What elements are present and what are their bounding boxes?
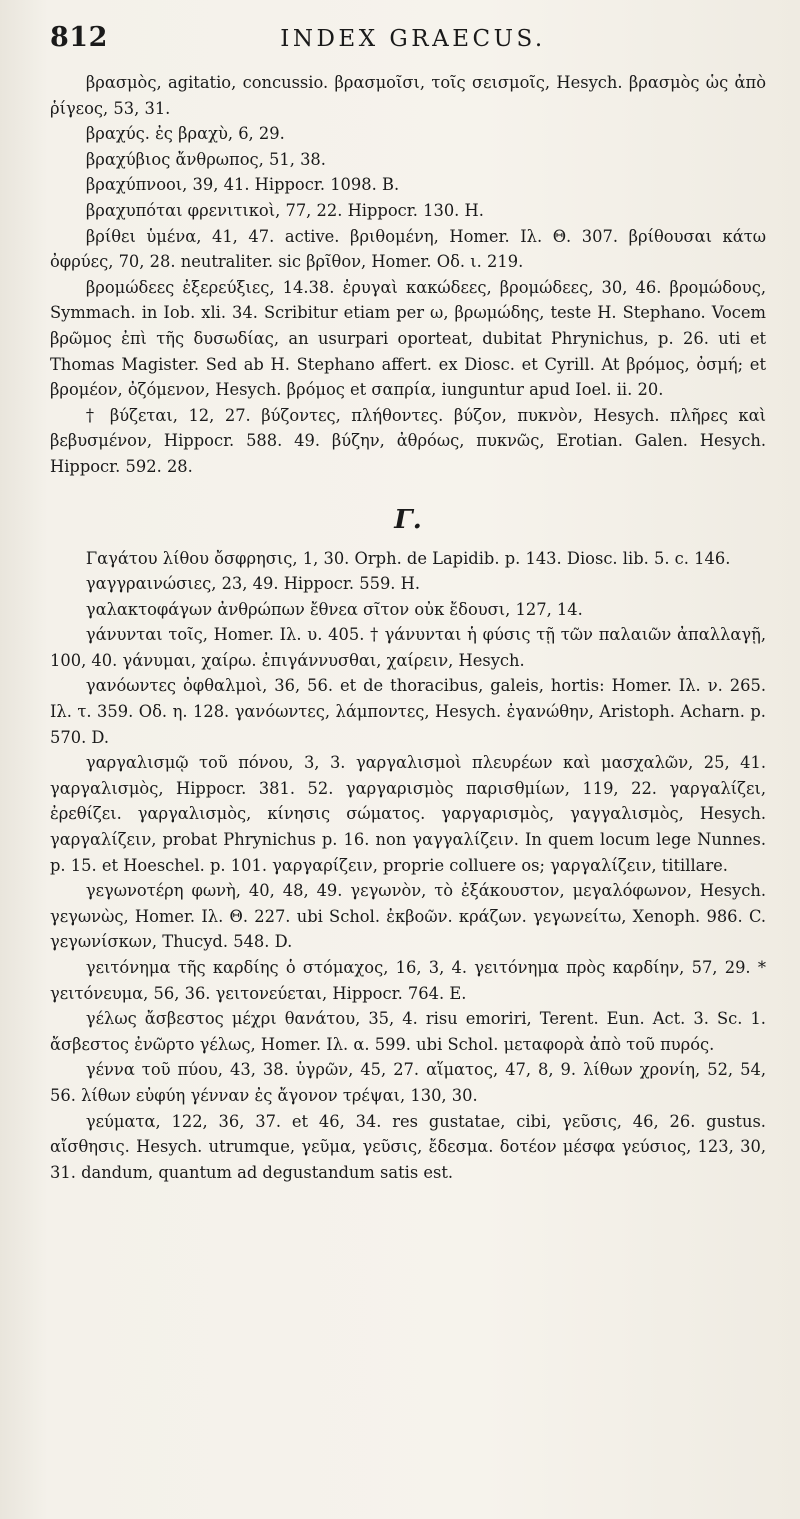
- page-number: 812: [50, 22, 108, 53]
- index-entry: γέννα τοῦ πύου, 43, 38. ὑγρῶν, 45, 27. αἵματος, 47, 8, 9. λίθων χρονίη, 52, 54, 56. λίθων εὐφύη γένναν ἐς ἄγονον τρέψαι, 130, 30.: [50, 1060, 766, 1105]
- section-gamma-entries: [50, 546, 766, 1186]
- index-entry: γέλως ἄσβεστος μέχρι θανάτου, 35, 4. risu emoriri, Terent. Eun. Act. 3. Sc. 1. ἄσβεστος ἐνῶρτο γέλως, Homer. Ιλ. α. 599. ubi Schol. μεταφορὰ ἀπὸ τοῦ πυρός.: [50, 1009, 766, 1054]
- index-entry: βραχυπόται φρενιτικοὶ, 77, 22. Hippocr. 130. H.: [85, 200, 484, 220]
- index-entry: † βύζεται, 12, 27. βύζοντες, πλήθοντες. βύζον, πυκνὸν, Hesych. πλῆρες καὶ βεβυσμένον, Hippocr. 588. 49. βύζην, ἀθρόως, πυκνῶς, Erotian. Galen. Hesych. Hippocr. 592. 28.: [50, 405, 766, 476]
- index-entry: Γαγάτου λίθου ὄσφρησις, 1, 30. Orph. de Lapidib. p. 143. Diosc. lib. 5. c. 146.: [85, 548, 731, 568]
- index-entry: γάνυνται τοῖς, Homer. Ιλ. υ. 405. † γάνυνται ἡ φύσις τῇ τῶν παλαιῶν ἀπαλλαγῇ, 100, 40. γάνυμαι, χαίρω. ἐπιγάννυσθαι, χαίρειν, Hesych.: [50, 625, 766, 670]
- section-beta-entries: [50, 70, 766, 480]
- index-entry: βρομώδεες ἐξερεύξιες, 14.38. ἐρυγαὶ κακώδεες, βρομώδεες, 30, 46. βρομώδους, Symmach. in Iob. xli. 34. Scribitur etiam per ω, βρωμώδης, teste H. Stephano. Vocem βρῶμος ἐπὶ τῆς δυσωδίας, an usurpari oporteat, dubitat Phrynichus, p. 26. uti et Thomas Magister. Sed ab H. Stephano affert. ex Diosc. et Cyrill. At βρόμος, ὀσμή; et βρομέον, ὀζόμενον, Hesych. βρόμος et σαπρία, iunguntur apud Ioel. ii. 20.: [50, 277, 766, 400]
- index-entry: γαργαλισμῷ τοῦ πόνου, 3, 3. γαργαλισμοὶ πλευρέων καὶ μασχαλῶν, 25, 41. γαργαλισμὸς, Hippocr. 381. 52. γαργαρισμὸς παρισθμίων, 119, 22. γαργαλίζει, ἐρεθίζει. γαργαλισμὸς, κίνησις σώματος. γαργαρισμὸς, γαγγαλισμὸς, Hesych. γαργαλίζειν, probat Phrynichus p. 16. non γαγγαλίζειν. In quem locum lege Nunnes. p. 15. et Hoeschel. p. 101. γαργαρίζειν, proprie colluere os; γαργαλίζειν, titillare.: [50, 753, 766, 875]
- index-entry: γαλακτοφάγων ἀνθρώπων ἔθνεα σῖτον οὐκ ἔδουσι, 127, 14.: [85, 599, 583, 619]
- index-entry: γεγωνοτέρη φωνὴ, 40, 48, 49. γεγωνὸν, τὸ ἐξάκουστον, μεγαλόφωνον, Hesych. γεγωνὼς, Homer. Ιλ. Θ. 227. ubi Schol. ἐκβοῶν. κράζων. γεγωνείτω, Xenoph. 986. C. γεγωνίσκων, Thucyd. 548. D.: [50, 881, 766, 952]
- index-entry: βρίθει ὑμένα, 41, 47. active. βριθομένη, Homer. Ιλ. Θ. 307. βρίθουσαι κάτω ὀφρύες, 70, 28. neutraliter. sic βρῖθον, Homer. Οδ. ι. 219.: [50, 226, 766, 272]
- running-head: INDEX GRAECUS.: [280, 26, 546, 52]
- section-letter-gamma: Γ.: [394, 504, 422, 535]
- index-entry: γανόωντες ὀφθαλμοὶ, 36, 56. et de thoracibus, galeis, hortis: Homer. Ιλ. ν. 265. Ιλ. τ. 359. Οδ. η. 128. γανόωντες, λάμποντες, Hesych. ἐγανώθην, Aristoph. Acharn. p. 570. D.: [50, 676, 766, 747]
- index-entry: βρασμὸς, agitatio, concussio. βρασμοῖσι, τοῖς σεισμοῖς, Hesych. βρασμὸς ὡς ἀπὸ ῥίγεος, 53, 31.: [50, 73, 766, 118]
- index-entry: βραχύπνοοι, 39, 41. Hippocr. 1098. B.: [85, 175, 400, 195]
- page-header: [50, 22, 766, 62]
- index-entry: γειτόνημα τῆς καρδίης ὁ στόμαχος, 16, 3, 4. γειτόνημα πρὸς καρδίην, 57, 29. * γειτόνευμα, 56, 36. γειτονεύεται, Hippocr. 764. E.: [50, 958, 766, 1003]
- index-entry: γεύματα, 122, 36, 37. et 46, 34. res gustatae, cibi, γεῦσις, 46, 26. gustus. αἴσθησις. Hesych. utrumque, γεῦμα, γεῦσις, ἔδεσμα. δοτέον μέσφα γεύσιος, 123, 30, 31. dandum, quantum ad degustandum satis est.: [50, 1111, 766, 1182]
- index-entry: γαγγραινώσιες, 23, 49. Hippocr. 559. H.: [85, 574, 421, 594]
- index-entry: βραχύβιος ἄνθρωπος, 51, 38.: [85, 149, 326, 169]
- index-entry: βραχύς. ἐς βραχὺ, 6, 29.: [85, 124, 285, 144]
